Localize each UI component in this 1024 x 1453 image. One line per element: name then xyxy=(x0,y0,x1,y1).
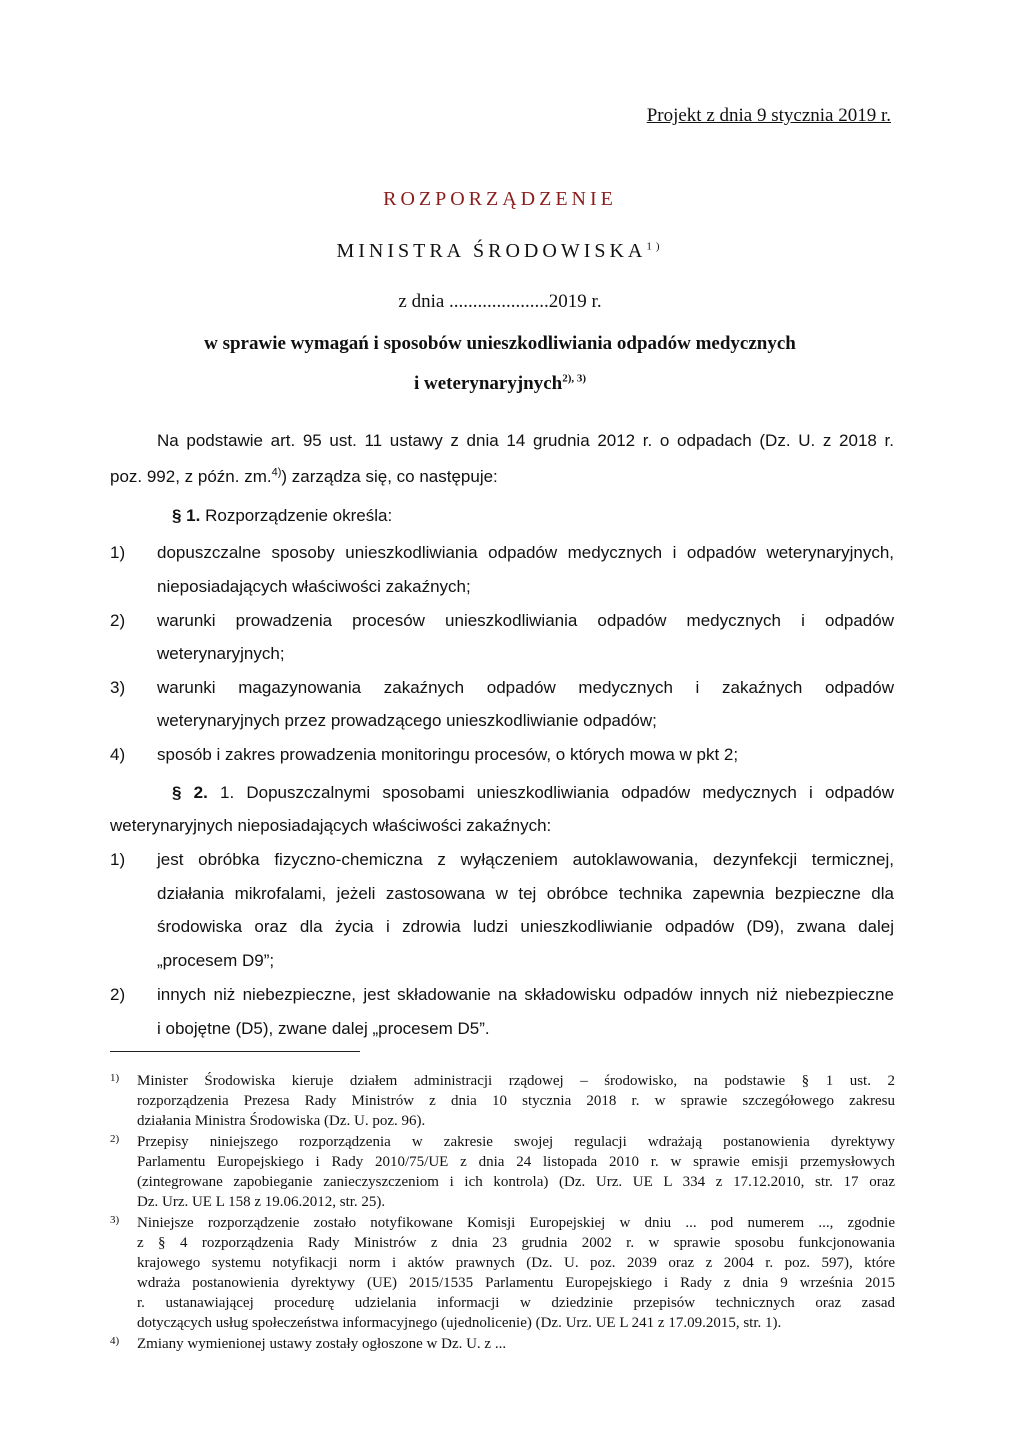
document-date: z dnia .....................2019 r. xyxy=(398,291,602,312)
s2-item-1-number: 1) xyxy=(110,850,126,869)
preamble-line-2-a: poz. 992, z późn. zm. xyxy=(110,467,272,486)
s1-item-2-line-1: warunki prowadzenia procesów unieszkodliwiania odpadów medycznych i odpadów xyxy=(157,611,894,630)
footnote-2-line-1: Przepisy niniejszego rozporządzenia w zakresie swojej regulacji wdrażają postanowienia dyrektywy xyxy=(137,1134,895,1150)
footnote-ref-4: 4) xyxy=(271,466,282,479)
footnote-2-line-3: (zintegrowane zapobieganie zanieczyszczeniom i ich kontrola) (Dz. Urz. UE L 334 z 17.12.2010, str. 17 oraz xyxy=(137,1174,895,1190)
preamble-line-2 xyxy=(110,467,498,487)
section-1-intro: Rozporządzenie określa: xyxy=(205,506,393,525)
footnote-3-line-2: z § 4 rozporządzenia Rady Ministrów z dnia 23 grudnia 2002 r. w sprawie sposobu funkcjonowania xyxy=(137,1235,895,1251)
footnote-1-line-1: Minister Środowiska kieruje działem administracji rządowej – środowisko, na podstawie § 1 ust. 2 xyxy=(137,1073,895,1089)
document-subject-line-1: w sprawie wymagań i sposobów unieszkodliwiania odpadów medycznych xyxy=(204,333,796,354)
footnote-4-mark: 4) xyxy=(110,1335,120,1347)
document-subject-text: i weterynaryjnych xyxy=(413,373,563,394)
footnote-3-line-5: r. ustanawiającej procedurę udzielania informacji w dziedzinie przepisów technicznych oraz zasad xyxy=(137,1295,895,1311)
s2-item-1-line-1: jest obróbka fizyczno-chemiczna z wyłączeniem autoklawowania, dezynfekcji termicznej, xyxy=(157,850,894,869)
s1-item-1-line-2: nieposiadających właściwości zakaźnych; xyxy=(157,577,471,596)
footnote-separator xyxy=(110,1051,360,1052)
footnote-3-mark: 3) xyxy=(110,1214,120,1226)
footnote-ref-2-3: 2), 3) xyxy=(562,372,587,385)
document-subject-line-2 xyxy=(0,373,1000,395)
section-2-heading xyxy=(172,783,894,803)
s1-item-3-line-2: weterynaryjnych przez prowadzącego unieszkodliwianie odpadów; xyxy=(157,711,657,730)
s2-item-1-line-3: środowiska oraz dla życia i zdrowia ludzi unieszkodliwianie odpadów (D9), zwana dalej xyxy=(157,917,894,936)
s2-item-1-line-4: „procesem D9”; xyxy=(157,951,275,970)
footnote-3-line-3: krajowego systemu notyfikacji norm i aktów prawnych (Dz. U. poz. 2039 oraz z 2004 r. poz. 597), które xyxy=(137,1255,895,1271)
issuing-authority-title xyxy=(0,240,1000,263)
issuing-authority-text: MINISTRA ŚRODOWISKA xyxy=(336,240,647,262)
s1-item-4-number: 4) xyxy=(110,745,126,764)
s1-item-2-line-2: weterynaryjnych; xyxy=(157,644,285,663)
s1-item-4-line-1: sposób i zakres prowadzenia monitoringu procesów, o których mowa w pkt 2; xyxy=(157,745,739,764)
preamble-line-2-b: ) zarządza się, co następuje: xyxy=(281,467,498,486)
s1-item-3-line-1: warunki magazynowania zakaźnych odpadów medycznych i zakaźnych odpadów xyxy=(157,678,894,697)
s1-item-1-line-1: dopuszczalne sposoby unieszkodliwiania odpadów medycznych i odpadów weterynaryjnych, xyxy=(157,543,894,562)
s2-item-2-number: 2) xyxy=(110,985,126,1004)
s1-item-2-number: 2) xyxy=(110,611,126,630)
section-1-number: § 1. xyxy=(172,506,201,525)
document-type-title: ROZPORZĄDZENIE xyxy=(383,188,617,210)
section-2-intro: 1. Dopuszczalnymi sposobami unieszkodliwiania odpadów medycznych i odpadów xyxy=(220,783,895,802)
footnote-3-line-6: dotyczących usług społeczeństwa informacyjnego (ujednolicenie) (Dz. Urz. UE L 241 z 17.09.2015, str. 1). xyxy=(137,1315,782,1331)
footnote-ref-1: 1) xyxy=(646,240,664,253)
footnote-4-line-1: Zmiany wymienionej ustawy zostały ogłoszone w Dz. U. z ... xyxy=(137,1336,507,1352)
footnote-3-line-1: Niniejsze rozporządzenie zostało notyfikowane Komisji Europejskiej w dniu ... pod numerem ..., zgodnie xyxy=(137,1215,895,1231)
preamble-line-1: Na podstawie art. 95 ust. 11 ustawy z dnia 14 grudnia 2012 r. o odpadach (Dz. U. z 2018 r. xyxy=(157,431,894,450)
s1-item-1-number: 1) xyxy=(110,543,126,562)
footnote-2-line-2: Parlamentu Europejskiego i Rady 2010/75/UE z dnia 24 listopada 2010 r. w sprawie emisji przemysłowych xyxy=(137,1154,895,1170)
footnote-1-mark: 1) xyxy=(110,1072,120,1084)
footnote-3-line-4: wdraża postanowienia dyrektywy (UE) 2015/1535 Parlamentu Europejskiego i Rady z dnia 9 września 2015 xyxy=(137,1275,895,1291)
draft-date-label: Projekt z dnia 9 stycznia 2019 r. xyxy=(646,105,891,126)
s2-item-2-line-1: innych niż niebezpieczne, jest składowanie na składowisku odpadów innych niż niebezpieczne xyxy=(157,985,894,1004)
footnote-1-line-3: działania Ministra Środowiska (Dz. U. poz. 96). xyxy=(137,1113,426,1129)
footnote-2-line-4: Dz. Urz. UE L 158 z 19.06.2012, str. 25). xyxy=(137,1194,386,1210)
s2-item-1-line-2: działania mikrofalami, jeżeli zastosowana w tej obróbce technika zapewnia bezpieczne dla xyxy=(157,884,894,903)
section-2-number: § 2. xyxy=(172,783,208,802)
section-2-line-2: weterynaryjnych nieposiadających właściwości zakaźnych: xyxy=(110,816,552,835)
s2-item-2-line-2: i obojętne (D5), zwane dalej „procesem D5”. xyxy=(157,1019,490,1038)
s1-item-3-number: 3) xyxy=(110,678,126,697)
section-1-heading xyxy=(172,506,392,526)
footnote-2-mark: 2) xyxy=(110,1133,120,1145)
footnote-1-line-2: rozporządzenia Prezesa Rady Ministrów z dnia 10 stycznia 2018 r. w sprawie szczegółowego zakresu xyxy=(137,1093,895,1109)
